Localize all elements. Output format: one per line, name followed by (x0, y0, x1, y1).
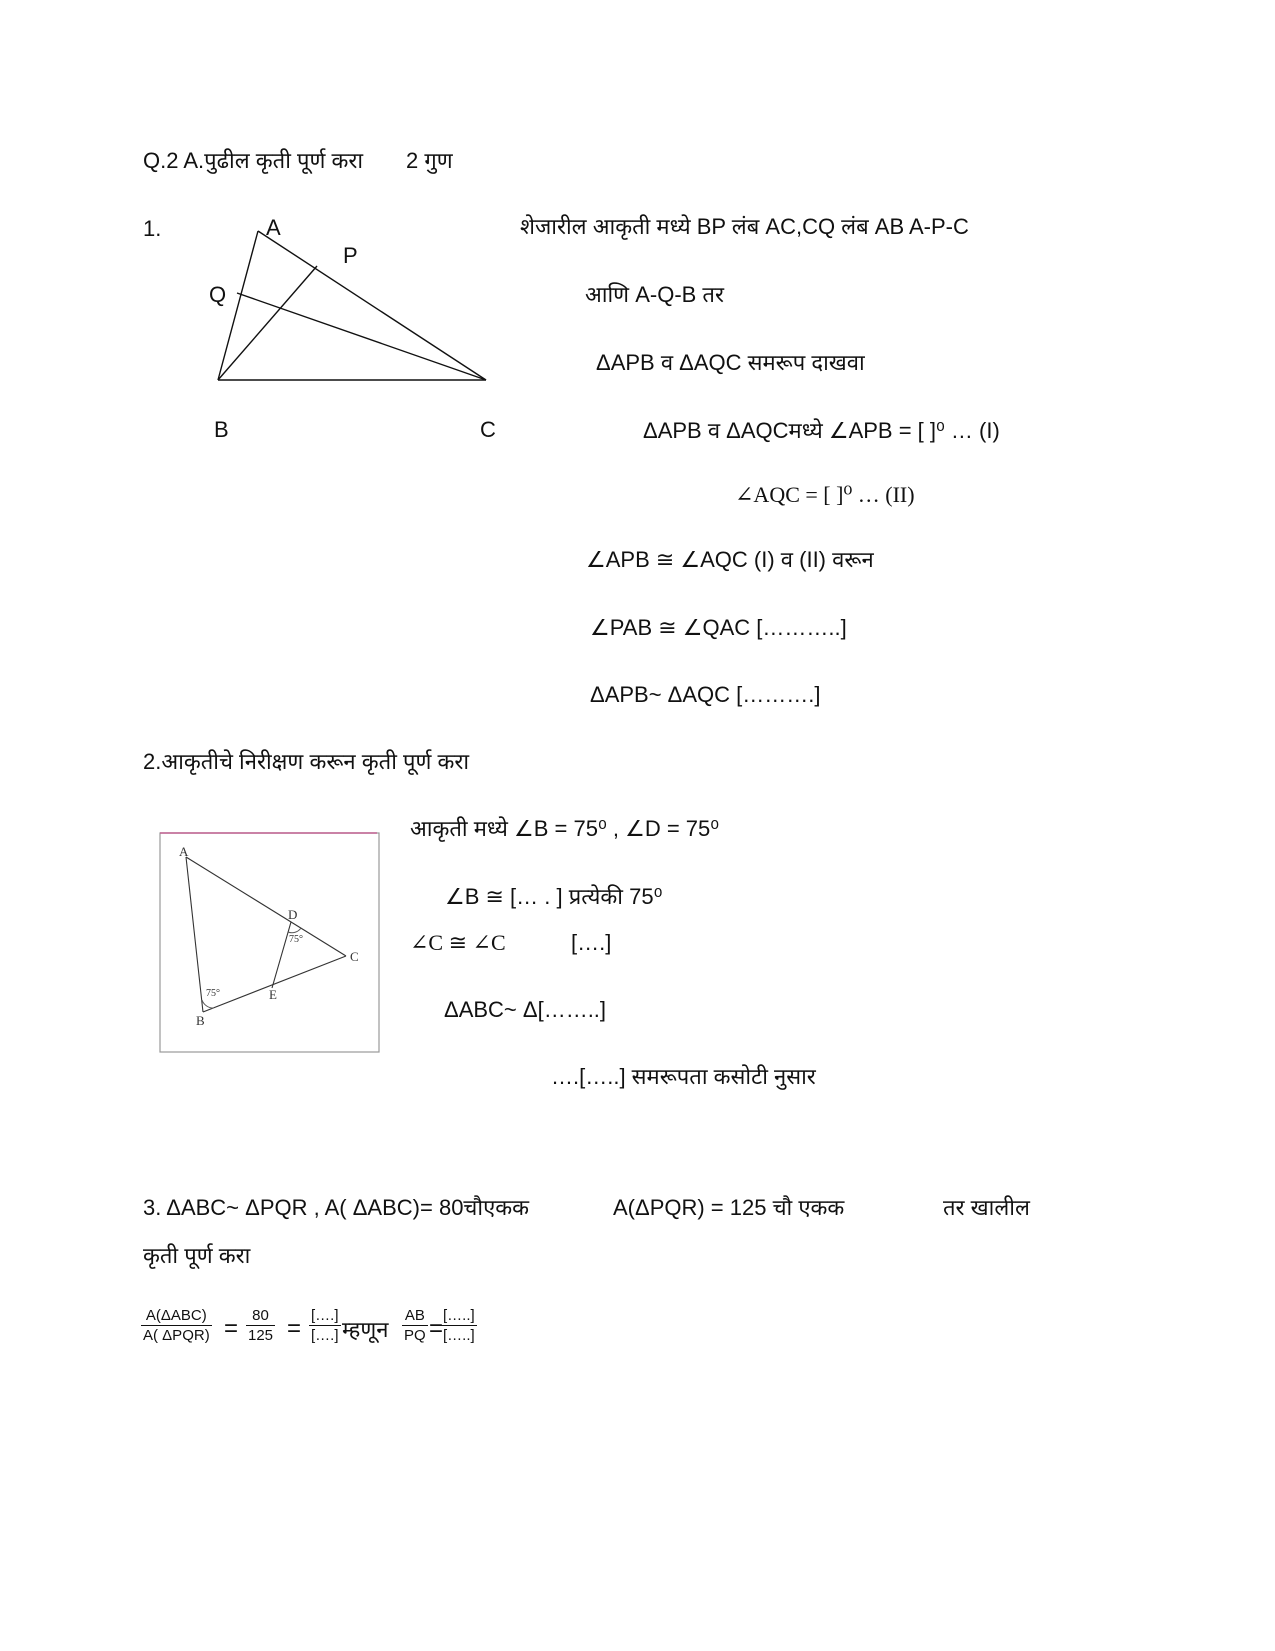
q1-line-7: ∠PAB ≅ ∠QAC [………..] (590, 615, 847, 640)
label-b: B (214, 417, 229, 442)
therefore-word: म्हणून (342, 1317, 389, 1342)
q1-line-5: ∠AQC = [ ]⁰ … (II) (735, 482, 915, 507)
q1-line-6: ∠APB ≅ ∠AQC (I) व (II) वरून (586, 547, 874, 572)
fraction-denominator: A( ΔPQR) (143, 1327, 210, 1344)
q3-line-2: कृती पूर्ण करा (143, 1243, 251, 1268)
marks-label: 2 गुण (406, 148, 453, 173)
side-ac (258, 231, 486, 380)
fraction-denominator: [….] (311, 1327, 339, 1344)
fraction-numerator: […..] (443, 1307, 475, 1324)
label-q: Q (209, 282, 227, 307)
fraction-area-ratio (141, 1306, 212, 1345)
q2-line-4: ΔABC~ Δ[……..] (444, 997, 607, 1022)
fraction-sides (402, 1306, 428, 1345)
equals-sign: = (287, 1315, 302, 1342)
fraction-blank-answer (441, 1306, 477, 1345)
angle-d-label: 75° (289, 934, 303, 945)
fraction-numerator: AB (402, 1306, 428, 1326)
q1-triangle-figure (190, 205, 510, 455)
fraction-numerator: [….] (311, 1307, 339, 1324)
label-c: C (350, 949, 359, 964)
fraction-denominator: PQ (404, 1327, 426, 1344)
q1-line-4: ΔAPB व ΔAQCमध्ये ∠APB = [ ]⁰ … (I) (643, 418, 1000, 443)
angle-b-label: 75° (206, 988, 220, 999)
figure-frame (160, 833, 379, 1052)
q1-line-2: आणि A-Q-B तर (585, 282, 724, 307)
label-b: B (196, 1013, 205, 1028)
q2-line-3b: [….] (571, 930, 612, 955)
fraction-denominator: […..] (443, 1327, 475, 1344)
q2-title: 2.आकृतीचे निरीक्षण करून कृती पूर्ण करा (143, 749, 470, 774)
fraction-blank (309, 1306, 341, 1345)
q1-number: 1. (143, 216, 162, 241)
q2-line-3a: ∠C ≅ ∠C (410, 930, 506, 955)
equals-sign: = (429, 1315, 444, 1342)
segment-cq (237, 293, 486, 380)
q1-line-3: ΔAPB व ΔAQC समरूप दाखवा (596, 350, 865, 375)
q3-line-1a: 3. ΔABC~ ΔPQR , A( ΔABC)= 80चौएकक (143, 1195, 530, 1220)
q1-line-1: शेजारील आकृती मध्ये BP लंब AC,CQ लंब AB A-P-C (520, 214, 969, 239)
label-a: A (179, 844, 189, 859)
label-d: D (288, 907, 298, 922)
label-p: P (343, 243, 358, 268)
q3-line-1c: तर खालील (943, 1195, 1030, 1220)
q2-line-1: आकृती मध्ये ∠B = 75⁰ , ∠D = 75⁰ (410, 816, 720, 841)
label-e: E (269, 987, 277, 1002)
fraction-numerator: 80 (246, 1306, 275, 1326)
fraction-numerator: A(ΔABC) (141, 1306, 212, 1326)
fraction-values (246, 1306, 275, 1345)
label-a: A (266, 215, 281, 240)
fraction-denominator: 125 (248, 1327, 274, 1344)
question-heading: Q.2 A.पुढील कृती पूर्ण करा (143, 148, 364, 173)
equals-sign: = (224, 1315, 239, 1342)
q1-line-8: ΔAPB~ ΔAQC [……….] (590, 682, 821, 707)
q3-line-1b: A(ΔPQR) = 125 चौ एकक (613, 1195, 845, 1220)
q2-line-2: ∠B ≅ [… . ] प्रत्येकी 75⁰ (445, 884, 663, 909)
label-c: C (480, 417, 496, 442)
q2-line-5: ….[…..] समरूपता कसोटी नुसार (551, 1064, 816, 1089)
q2-figure (158, 830, 383, 1056)
